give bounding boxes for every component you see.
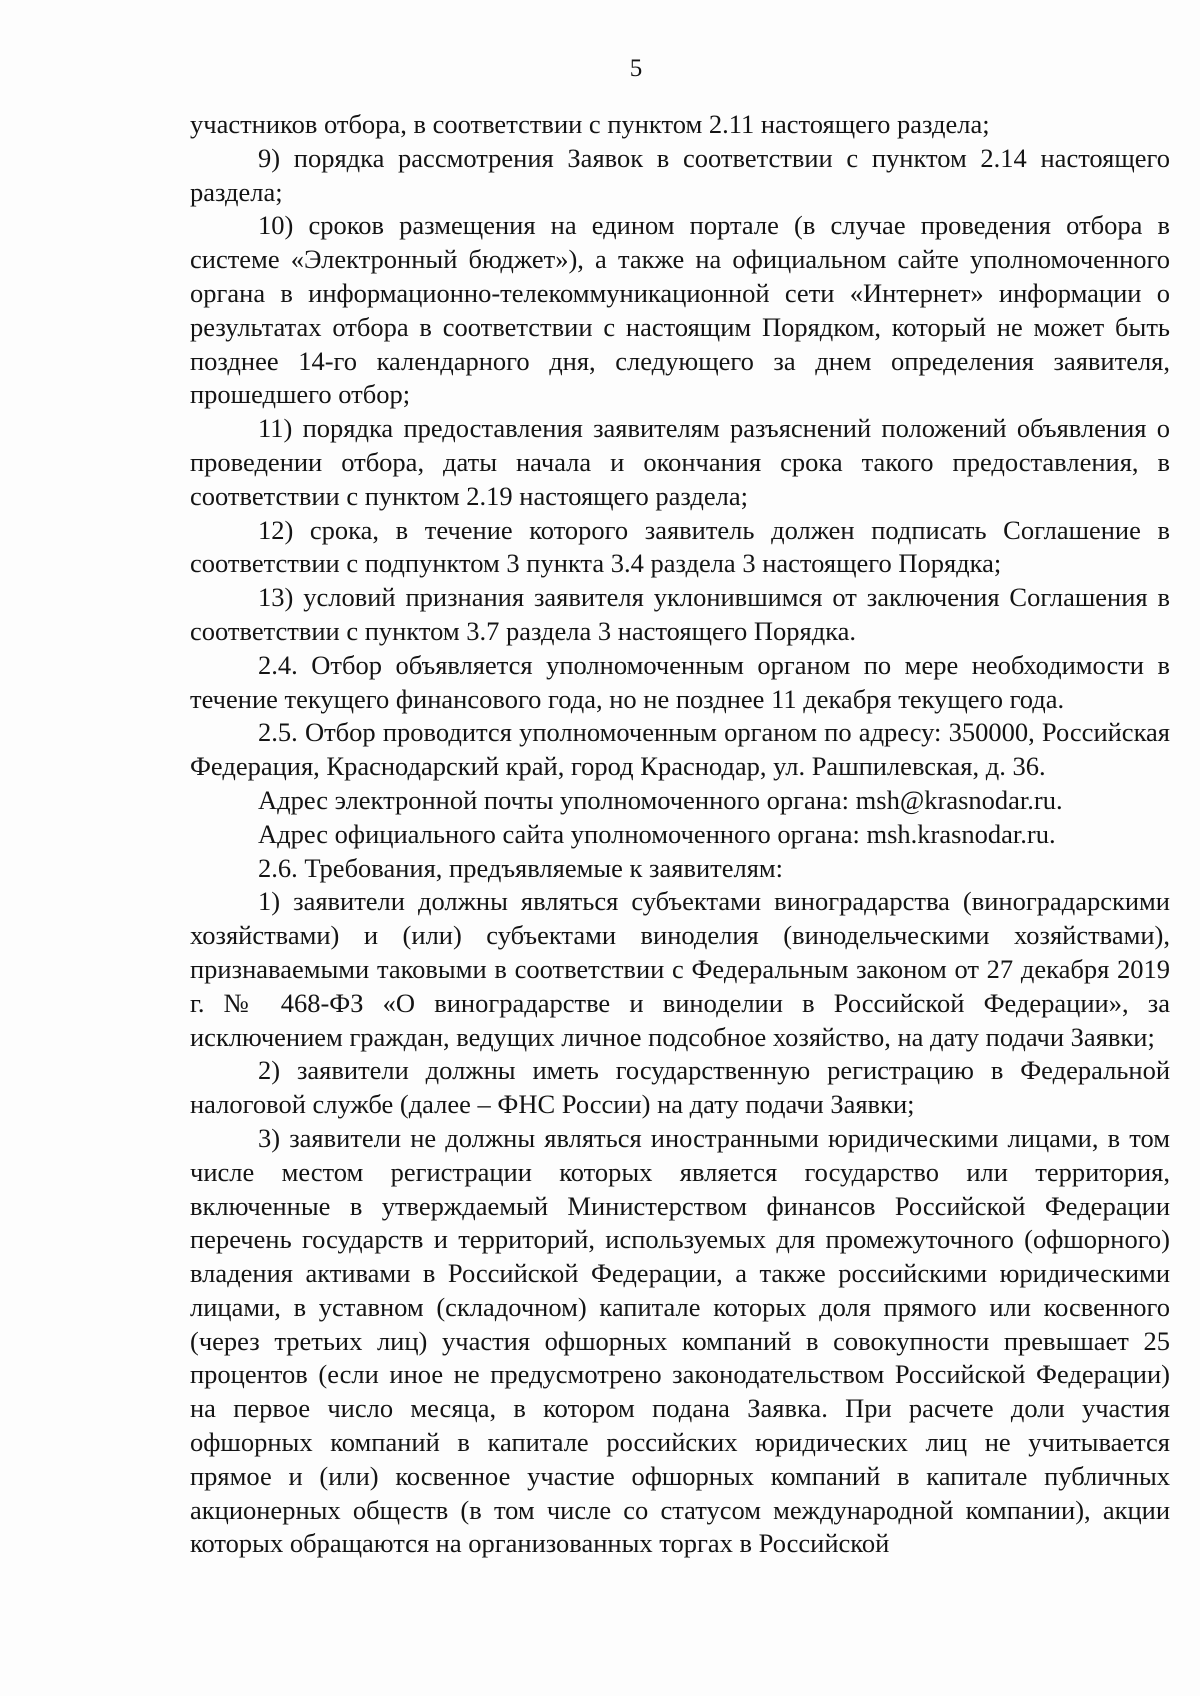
paragraph-item-12: 12) срока, в течение которого заявитель должен подписать Соглашение в соответствии с подпунктом 3 пункта 3.4 раздела 3 настоящего Порядка; — [190, 514, 1170, 579]
paragraph-2-6-item-3: 3) заявители не должны являться иностранными юридическими лицами, в том числе местом регистрации которых является государство или территория, включенные в утверждаемый Министерством финансов Российской Федерации перечень государств и территорий, используемых для промежуточного (офшорного) владения активами в Российской Федерации, а также российскими юридическими лицами, в уставном (складочном) капитале которых доля прямого или косвенного (через третьих лиц) участия офшорных компаний в совокупности превышает 25 процентов (если иное не предусмотрено законодательством Российской Федерации) на первое число месяца, в котором подана Заявка. При расчете доли участия офшорных компаний в капитале российских юридических лиц не учитывается прямое и (или) косвенное участие офшорных компаний в капитале публичных акционерных обществ (в том числе со статусом международной компании), акции которых обращаются на организованных торгах в Российской — [190, 1122, 1170, 1559]
paragraph-2-4: 2.4. Отбор объявляется уполномоченным органом по мере необходимости в течение текущего финансового года, но не позднее 11 декабря текущего года. — [190, 649, 1170, 714]
paragraph-2-6-item-2: 2) заявители должны иметь государственную регистрацию в Федеральной налоговой службе (далее – ФНС России) на дату подачи Заявки; — [190, 1055, 1170, 1120]
paragraph-item-13: 13) условий признания заявителя уклонившимся от заключения Соглашения в соответствии с пунктом 3.7 раздела 3 настоящего Порядка. — [190, 582, 1170, 646]
paragraph-continuation: участников отбора, в соответствии с пунктом 2.11 настоящего раздела; — [190, 109, 990, 139]
paragraph-item-9: 9) порядка рассмотрения Заявок в соответствии с пунктом 2.14 настоящего раздела; — [190, 142, 1170, 207]
document-body — [190, 108, 1170, 1561]
paragraph-item-10: 10) сроков размещения на едином портале (в случае проведения отбора в системе «Электронный бюджет»), а также на официальном сайте уполномоченного органа в информационно-телекоммуникационной сети «Интернет» информации о результатах отбора в соответствии с настоящим Порядком, который не может быть позднее 14-го календарного дня, следующего за днем определения заявителя, прошедшего отбор; — [190, 210, 1170, 410]
paragraph-2-6: 2.6. Требования, предъявляемые к заявителям: — [258, 852, 784, 883]
paragraph-2-5: 2.5. Отбор проводится уполномоченным органом по адресу: 350000, Российская Федерация, Краснодарский край, город Краснодар, ул. Рашпилевская, д. 36. — [190, 717, 1170, 782]
paragraph-email: Адрес электронной почты уполномоченного органа: msh@krasnodar.ru. — [258, 784, 1063, 815]
page-number: 5 — [629, 55, 643, 82]
paragraph-2-6-item-1: 1) заявители должны являться субъектами виноградарства (виноградарскими хозяйствами) и (или) субъектами виноделия (винодельческими хозяйствами), признаваемыми таковыми в соответствии с Федеральным законом от 27 декабря 2019 г. № 468-ФЗ «О виноградарстве и виноделии в Российской Федерации», за исключением граждан, ведущих личное подсобное хозяйство, на дату подачи Заявки; — [190, 886, 1170, 1052]
paragraph-item-11: 11) порядка предоставления заявителям разъяснений положений объявления о проведении отбора, даты начала и окончания срока такого предоставления, в соответствии с пунктом 2.19 настоящего раздела; — [190, 413, 1170, 511]
paragraph-website: Адрес официального сайта уполномоченного органа: msh.krasnodar.ru. — [258, 818, 1056, 849]
